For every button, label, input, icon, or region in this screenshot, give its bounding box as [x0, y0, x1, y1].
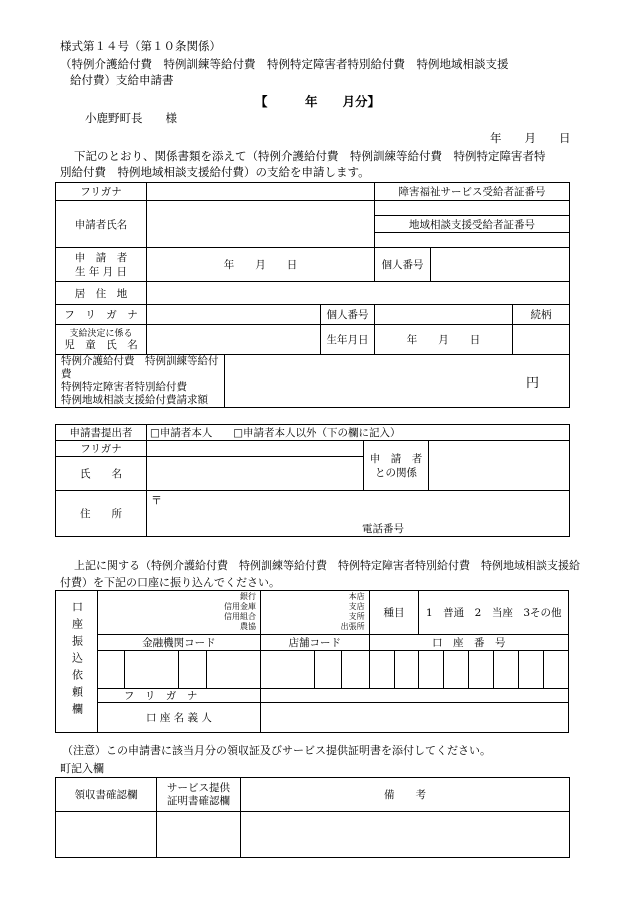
transfer-intro-line1: 上記に関する（特例介護給付費 特例訓練等給付費 特例特定障害者特別給付費 特例地域相談支援給	[74, 559, 580, 572]
yen-mark: 円	[526, 375, 540, 391]
service-check-label: サービス提供 証明書確認欄	[157, 778, 241, 812]
transfer-side-label: 口座振込依頼欄	[56, 591, 98, 733]
submitter-label: 申請書提出者	[56, 425, 147, 441]
area-cert-number[interactable]	[375, 233, 570, 248]
account-kind-options[interactable]: 1 普通 2 当座 3その他	[419, 591, 569, 635]
account-number-digit[interactable]	[543, 651, 568, 689]
holder-label: 口 座 名 義 人	[97, 703, 260, 733]
town-table	[55, 777, 570, 858]
relation-label: 続柄	[513, 305, 570, 325]
form-title-line2: 給付費）支給申請書	[70, 73, 174, 87]
bank-code-label: 金融機関コード	[97, 635, 260, 651]
remarks-label: 備 考	[241, 778, 570, 812]
child-furigana-label: フ リ ガ ナ	[56, 305, 147, 325]
area-cert-label: 地域相談支援受給者証番号	[375, 216, 570, 233]
submitter-other-checkbox[interactable]: □申請者本人以外（下の欄に記入）	[233, 427, 401, 439]
account-number-digit[interactable]	[519, 651, 544, 689]
furigana-field[interactable]	[147, 183, 375, 201]
submitter-self-checkbox[interactable]: □申請者本人	[150, 427, 213, 439]
child-personal-number-label: 個人番号	[321, 305, 375, 325]
bank-name-field[interactable]: 銀行 信用金庫 信用組合 農協	[97, 591, 260, 635]
town-section-label: 町記入欄	[60, 762, 104, 775]
bank-code-digit[interactable]	[125, 651, 179, 689]
holder-furigana-label: フ リ ガ ナ	[97, 689, 260, 703]
child-birth-field[interactable]: 年 月 日	[375, 325, 513, 355]
welfare-cert-number[interactable]	[375, 201, 570, 216]
holder-furigana-field[interactable]	[260, 689, 568, 703]
relation-field[interactable]	[513, 325, 570, 355]
account-number-label: 口 座 番 号	[369, 635, 568, 651]
bank-code-digit[interactable]	[97, 651, 124, 689]
account-number-digit[interactable]	[494, 651, 519, 689]
account-kind-label: 種目	[369, 591, 419, 635]
furigana-label: フリガナ	[56, 183, 147, 201]
child-personal-number-field[interactable]	[375, 305, 513, 325]
branch-name-field[interactable]: 本店 支店 支所 出張所	[260, 591, 369, 635]
transfer-intro-line2: 付費）を下記の口座に振り込んでください。	[60, 576, 280, 589]
applicant-name-label: 申請者氏名	[56, 201, 147, 248]
child-name-label: 支給決定に係る 児 童 氏 名	[56, 325, 147, 355]
receipt-check-field[interactable]	[56, 812, 157, 858]
bank-code-digit[interactable]	[206, 651, 260, 689]
branch-code-digit[interactable]	[260, 651, 314, 689]
branch-code-label: 店舗コード	[260, 635, 369, 651]
submitter-name-label: 氏 名	[56, 457, 147, 491]
welfare-cert-label: 障害福祉サービス受給者証番号	[375, 183, 570, 201]
form-title-line1: （特例介護給付費 特例訓練等給付費 特例特定障害者特別給付費 特例地域相談支援	[60, 57, 509, 71]
holder-field[interactable]	[260, 703, 568, 733]
intro-line1: 下記のとおり、関係書類を添えて（特例介護給付費 特例訓練等給付費 特例特定障害者特	[74, 149, 546, 163]
submitter-address-field[interactable]	[147, 491, 570, 537]
postal-mark: 〒	[151, 494, 162, 507]
branch-code-digit[interactable]	[342, 651, 369, 689]
address-label: 居 住 地	[56, 282, 147, 305]
account-number-digit[interactable]	[419, 651, 444, 689]
account-number-digit[interactable]	[369, 651, 394, 689]
address-field[interactable]	[147, 282, 570, 305]
account-number-digit[interactable]	[394, 651, 419, 689]
submitter-address-label: 住 所	[56, 491, 147, 537]
birth-label: 申 請 者 生 年 月 日	[56, 248, 147, 282]
bank-code-digit[interactable]	[179, 651, 206, 689]
birth-date-field[interactable]: 年 月 日	[147, 248, 375, 282]
account-number-digit[interactable]	[444, 651, 469, 689]
form-number: 様式第１４号（第１０条関係）	[60, 39, 221, 53]
submitter-relation-label: 申 請 者 との関係	[364, 441, 429, 491]
submitter-furigana-field[interactable]	[147, 441, 364, 457]
account-number-digit[interactable]	[469, 651, 494, 689]
application-date: 年 月 日	[490, 131, 571, 145]
period: 【 年 月分】	[255, 94, 381, 109]
service-check-field[interactable]	[157, 812, 241, 858]
applicant-table	[55, 182, 570, 408]
attachment-note: （注意）この申請書に該当月分の領収証及びサービス提供証明書を添付してください。	[62, 744, 491, 757]
intro-line2: 別給付費 特例地域相談支援給付費）の支給を申請します。	[60, 165, 370, 179]
submitter-furigana-label: フリガナ	[56, 441, 147, 457]
claim-amount-field[interactable]	[225, 355, 570, 408]
branch-code-digit[interactable]	[315, 651, 342, 689]
personal-number-label: 個人番号	[375, 248, 431, 282]
submitter-options	[147, 425, 570, 441]
remarks-field[interactable]	[241, 812, 570, 858]
child-birth-label: 生年月日	[321, 325, 375, 355]
submitter-relation-field[interactable]	[429, 441, 570, 491]
applicant-name-field[interactable]	[147, 201, 375, 248]
personal-number-field[interactable]	[431, 248, 570, 282]
phone-label: 電話番号	[362, 523, 404, 535]
addressee: 小鹿野町長 様	[85, 111, 177, 125]
receipt-check-label: 領収書確認欄	[56, 778, 157, 812]
claim-label: 特例介護給付費 特例訓練等給付費 特例特定障害者特別給付費 特例地域相談支援給付費請求額	[56, 355, 225, 408]
child-name-field[interactable]	[147, 325, 321, 355]
transfer-table	[55, 590, 569, 733]
submitter-table	[55, 424, 570, 537]
child-furigana-field[interactable]	[147, 305, 321, 325]
submitter-name-field[interactable]	[147, 457, 364, 491]
